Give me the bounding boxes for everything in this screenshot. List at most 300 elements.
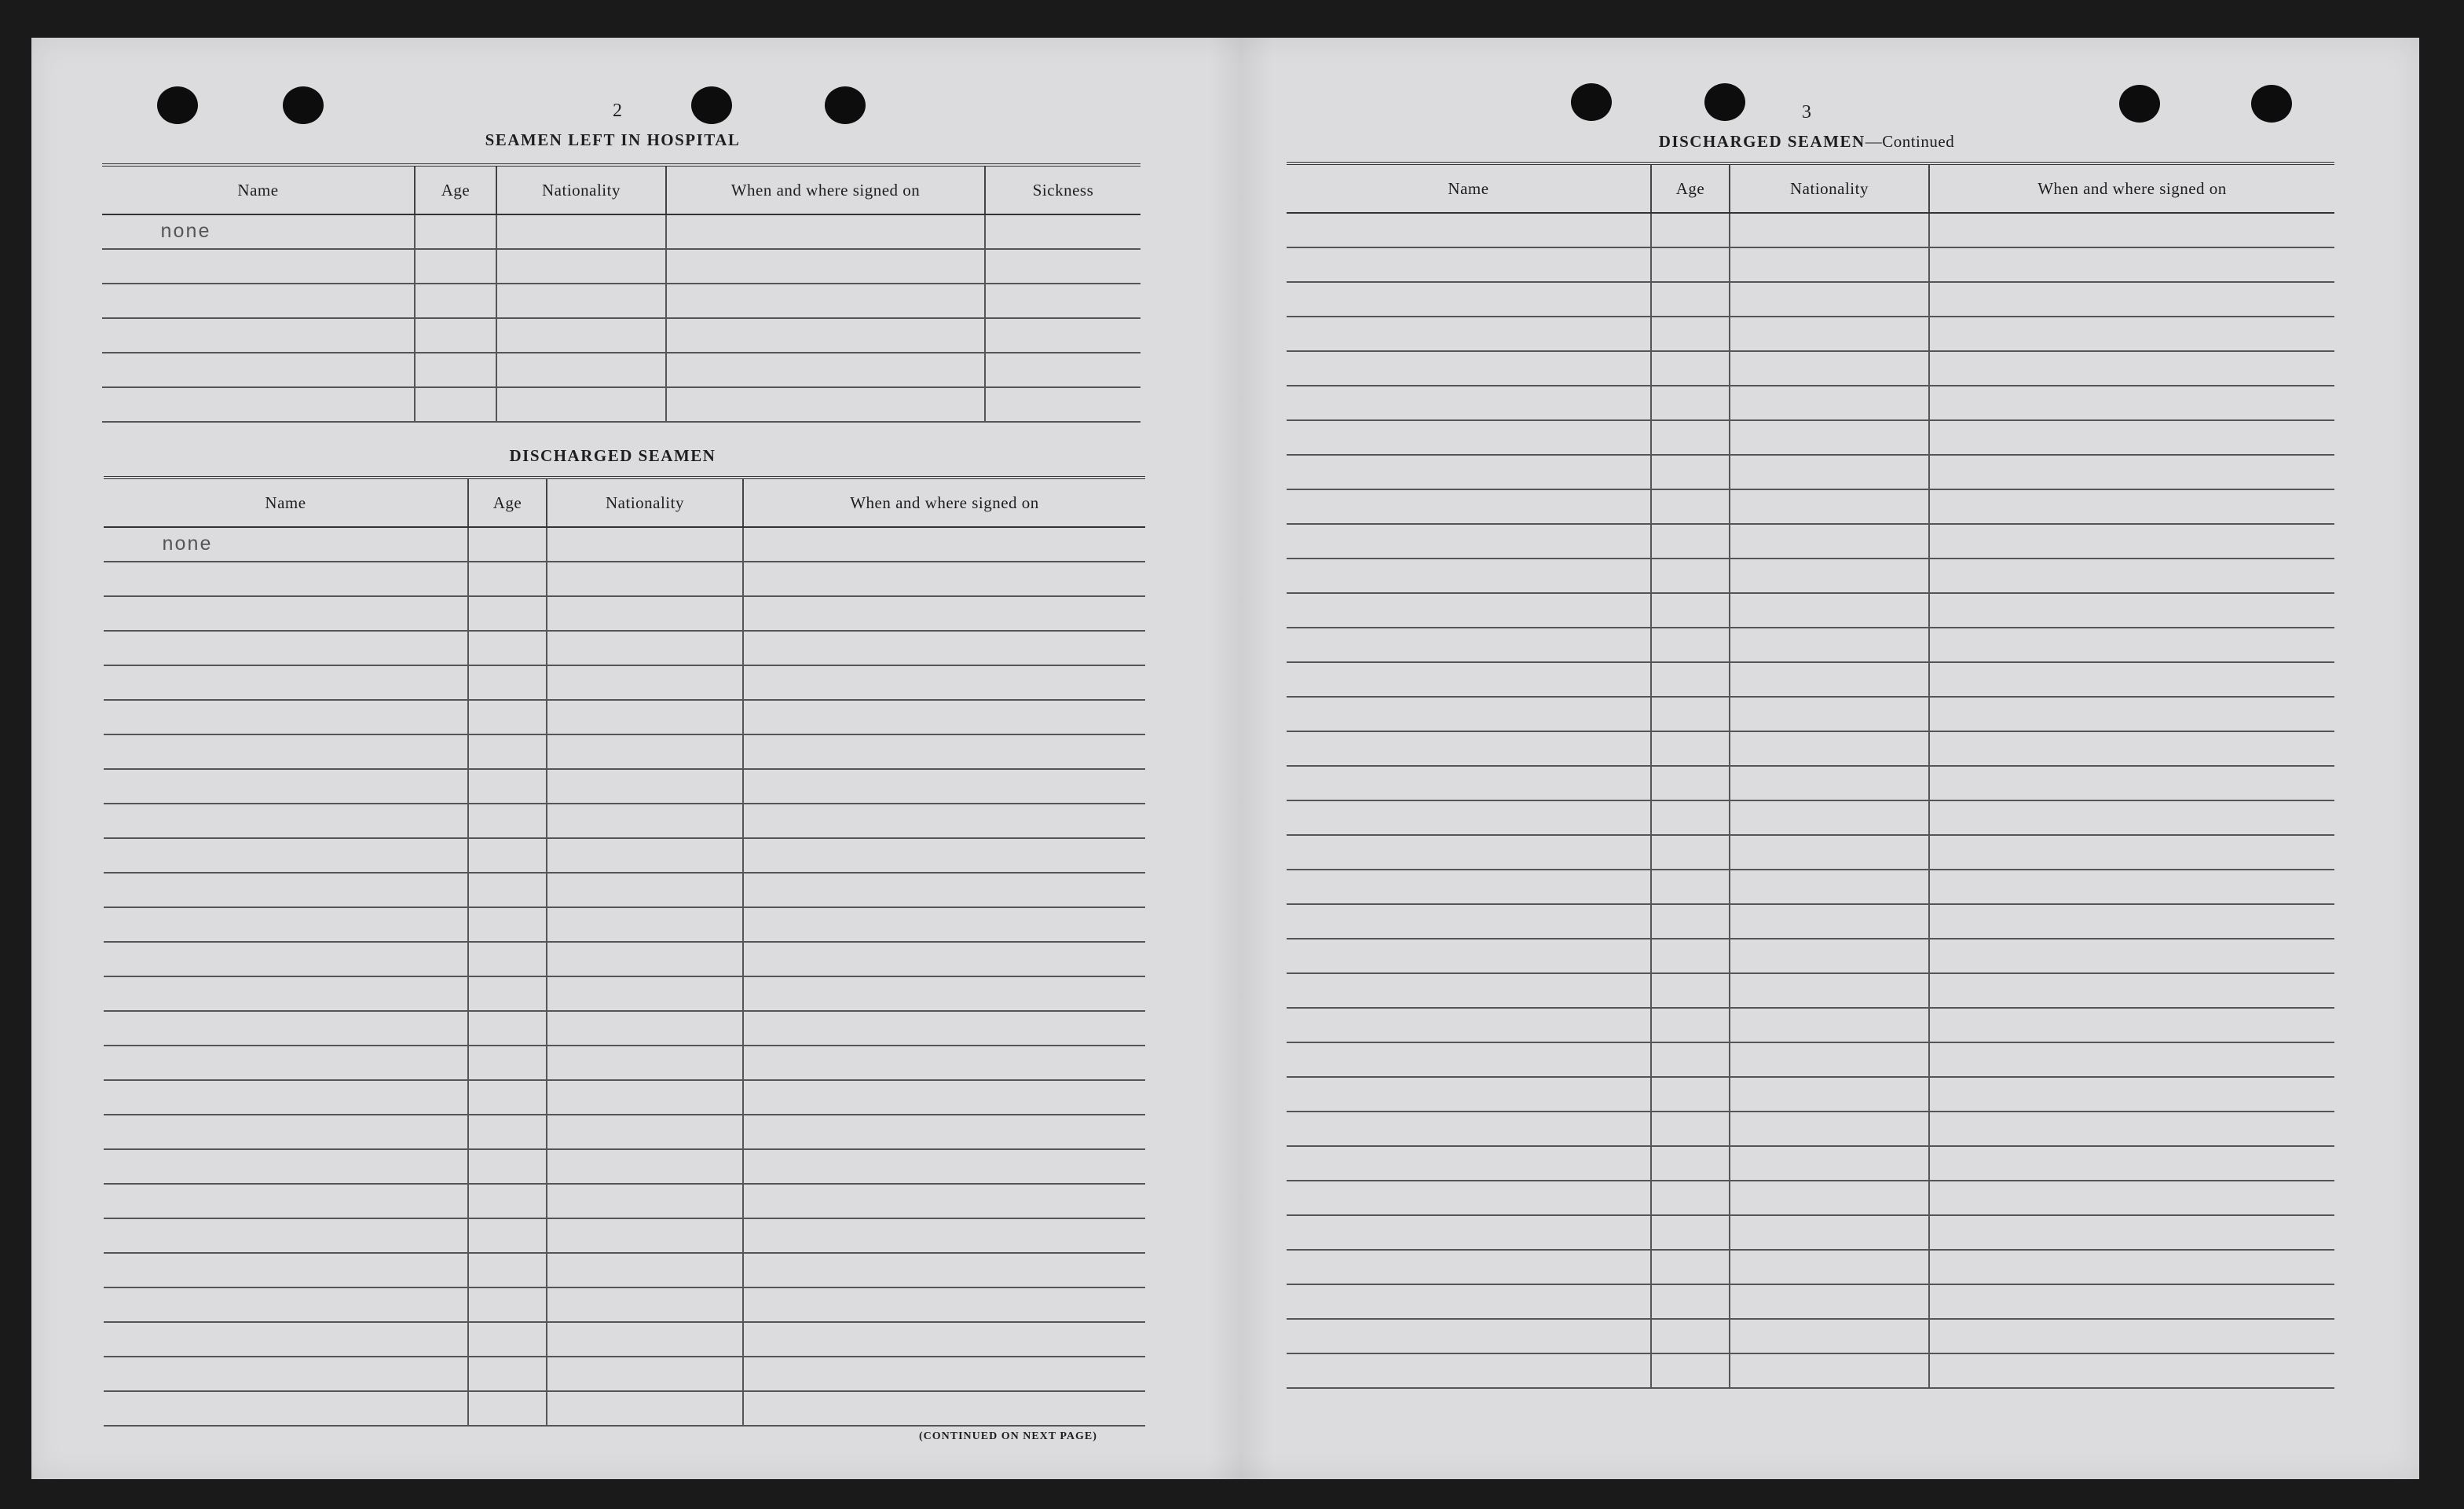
table-cell[interactable] — [666, 284, 985, 318]
table-cell[interactable] — [547, 1011, 743, 1046]
table-cell[interactable] — [985, 318, 1140, 353]
table-cell[interactable] — [743, 665, 1145, 700]
table-cell[interactable] — [104, 942, 468, 976]
table-row — [1287, 731, 2334, 766]
table-cell[interactable] — [743, 1391, 1145, 1426]
table-cell[interactable] — [104, 1046, 468, 1080]
table-cell[interactable] — [1287, 1284, 1651, 1319]
table-cell[interactable] — [468, 907, 547, 942]
table-cell[interactable] — [468, 804, 547, 838]
punch-hole — [2119, 85, 2160, 123]
table-cell[interactable] — [1929, 420, 2334, 455]
table-cell[interactable] — [104, 596, 468, 631]
table-cell[interactable] — [468, 838, 547, 873]
table-cell[interactable] — [547, 1253, 743, 1287]
table-cell[interactable] — [743, 631, 1145, 665]
table-cell[interactable] — [1287, 559, 1651, 593]
table-cell[interactable] — [1287, 904, 1651, 939]
table-cell[interactable] — [1651, 904, 1730, 939]
table-cell[interactable] — [1730, 697, 1929, 731]
table-cell[interactable] — [104, 1287, 468, 1322]
table-row — [1287, 351, 2334, 386]
table-cell[interactable] — [104, 907, 468, 942]
table-cell[interactable] — [1730, 1008, 1929, 1042]
table-cell[interactable] — [547, 1080, 743, 1115]
table-cell[interactable] — [1651, 1215, 1730, 1250]
table-cell[interactable] — [1730, 766, 1929, 800]
table-cell[interactable] — [468, 562, 547, 596]
table-cell[interactable] — [104, 1322, 468, 1357]
table-cell[interactable] — [743, 1184, 1145, 1218]
table-cell[interactable] — [1929, 1008, 2334, 1042]
table-cell[interactable] — [1929, 1250, 2334, 1284]
table-cell[interactable] — [1287, 1215, 1651, 1250]
table-cell[interactable] — [104, 838, 468, 873]
table-cell[interactable] — [547, 665, 743, 700]
table-cell[interactable] — [1929, 766, 2334, 800]
table-cell[interactable] — [1929, 247, 2334, 282]
table-cell[interactable] — [104, 804, 468, 838]
table-cell[interactable] — [1287, 939, 1651, 973]
table-cell[interactable] — [468, 769, 547, 804]
table-cell[interactable] — [1287, 351, 1651, 386]
table-cell[interactable] — [415, 249, 496, 284]
table-cell[interactable] — [1651, 628, 1730, 662]
table-cell[interactable] — [1651, 800, 1730, 835]
table-cell[interactable] — [496, 249, 666, 284]
table-cell[interactable] — [547, 1391, 743, 1426]
table-cell[interactable] — [102, 318, 415, 353]
title-text: DISCHARGED SEAMEN — [1658, 132, 1865, 151]
table-cell[interactable] — [1651, 1319, 1730, 1353]
table-cell[interactable] — [1651, 1284, 1730, 1319]
table-cell[interactable] — [1651, 1077, 1730, 1112]
table-cell[interactable] — [547, 1115, 743, 1149]
table-cell[interactable] — [1287, 593, 1651, 628]
column-header: Sickness — [985, 165, 1140, 214]
table-cell[interactable] — [1287, 1077, 1651, 1112]
table-row — [104, 700, 1145, 734]
table-cell[interactable] — [547, 1149, 743, 1184]
table-cell[interactable] — [547, 700, 743, 734]
table-row — [102, 353, 1140, 387]
table-cell[interactable] — [1651, 351, 1730, 386]
table-cell[interactable] — [1929, 213, 2334, 247]
table-cell[interactable] — [1730, 282, 1929, 317]
table-cell[interactable] — [666, 214, 985, 249]
table-cell[interactable] — [496, 353, 666, 387]
table-cell[interactable] — [1929, 455, 2334, 489]
table-cell[interactable] — [468, 1357, 547, 1391]
table-cell[interactable] — [743, 1322, 1145, 1357]
table-cell[interactable] — [1287, 317, 1651, 351]
table-row — [1287, 1215, 2334, 1250]
table-cell[interactable] — [468, 873, 547, 907]
table-cell[interactable] — [102, 353, 415, 387]
table-cell[interactable] — [743, 907, 1145, 942]
table-cell[interactable] — [547, 1184, 743, 1218]
column-header: Age — [468, 478, 547, 527]
table-cell[interactable] — [1929, 317, 2334, 351]
table-cell[interactable] — [743, 700, 1145, 734]
table-cell[interactable] — [415, 387, 496, 422]
table-cell[interactable] — [743, 1149, 1145, 1184]
table-row — [1287, 524, 2334, 559]
table-cell[interactable] — [1651, 835, 1730, 870]
table-cell[interactable] — [1730, 1215, 1929, 1250]
table-cell[interactable] — [1287, 1112, 1651, 1146]
table-cell[interactable] — [102, 214, 415, 249]
table-cell[interactable] — [743, 873, 1145, 907]
table-cell[interactable] — [1730, 213, 1929, 247]
table-cell[interactable] — [468, 1149, 547, 1184]
table-cell[interactable] — [468, 1115, 547, 1149]
table-cell[interactable] — [468, 734, 547, 769]
table-cell[interactable] — [1287, 455, 1651, 489]
table-cell[interactable] — [1730, 1284, 1929, 1319]
table-cell[interactable] — [1651, 1181, 1730, 1215]
table-cell[interactable] — [468, 1322, 547, 1357]
table-cell[interactable] — [104, 1149, 468, 1184]
table-cell[interactable] — [1287, 489, 1651, 524]
table-cell[interactable] — [743, 1115, 1145, 1149]
table-cell[interactable] — [1730, 593, 1929, 628]
table-cell[interactable] — [666, 249, 985, 284]
table-cell[interactable] — [1287, 1008, 1651, 1042]
table-cell[interactable] — [1287, 800, 1651, 835]
table-cell[interactable] — [104, 527, 468, 562]
table-cell[interactable] — [547, 631, 743, 665]
table-cell[interactable] — [1929, 904, 2334, 939]
table-cell[interactable] — [1730, 835, 1929, 870]
table-cell[interactable] — [1730, 317, 1929, 351]
table-cell[interactable] — [1651, 1250, 1730, 1284]
table-cell[interactable] — [1929, 1284, 2334, 1319]
table-cell[interactable] — [743, 1080, 1145, 1115]
table-cell[interactable] — [1730, 973, 1929, 1008]
page-fold — [1210, 38, 1272, 1479]
table-cell[interactable] — [1730, 386, 1929, 420]
table-cell[interactable] — [1730, 1250, 1929, 1284]
table-row — [1287, 1146, 2334, 1181]
table-cell[interactable] — [1651, 766, 1730, 800]
table-cell[interactable] — [666, 318, 985, 353]
table-cell[interactable] — [104, 873, 468, 907]
table-row — [1287, 593, 2334, 628]
table-cell[interactable] — [1651, 593, 1730, 628]
table-cell[interactable] — [102, 249, 415, 284]
table-cell[interactable] — [1651, 213, 1730, 247]
table-cell[interactable] — [1287, 1250, 1651, 1284]
table-cell[interactable] — [547, 734, 743, 769]
table-cell[interactable] — [547, 942, 743, 976]
table-cell[interactable] — [496, 214, 666, 249]
table-cell[interactable] — [104, 1391, 468, 1426]
table-cell[interactable] — [1730, 1353, 1929, 1388]
table-cell[interactable] — [1929, 628, 2334, 662]
table-cell[interactable] — [1651, 939, 1730, 973]
table-cell[interactable] — [1287, 1353, 1651, 1388]
table-cell[interactable] — [1929, 559, 2334, 593]
punch-hole — [157, 86, 198, 124]
table-cell[interactable] — [1929, 1319, 2334, 1353]
table-cell[interactable] — [1287, 1146, 1651, 1181]
table-cell[interactable] — [1730, 731, 1929, 766]
table-cell[interactable] — [743, 942, 1145, 976]
table-cell[interactable] — [743, 1357, 1145, 1391]
table-cell[interactable] — [547, 907, 743, 942]
table-cell[interactable] — [1929, 800, 2334, 835]
table-cell[interactable] — [1929, 489, 2334, 524]
table-cell[interactable] — [468, 1184, 547, 1218]
table-cell[interactable] — [1287, 697, 1651, 731]
table-cell[interactable] — [1730, 1112, 1929, 1146]
table-row — [1287, 455, 2334, 489]
table-cell[interactable] — [1730, 1042, 1929, 1077]
table-cell[interactable] — [743, 562, 1145, 596]
table-cell[interactable] — [1730, 247, 1929, 282]
table-cell[interactable] — [1287, 628, 1651, 662]
table-row — [1287, 628, 2334, 662]
table-cell[interactable] — [1929, 1146, 2334, 1181]
table-cell[interactable] — [547, 838, 743, 873]
punch-hole — [1704, 83, 1745, 121]
table-cell[interactable] — [102, 284, 415, 318]
table-cell[interactable] — [1730, 1181, 1929, 1215]
table-cell[interactable] — [1730, 420, 1929, 455]
table-cell[interactable] — [1651, 1146, 1730, 1181]
table-cell[interactable] — [415, 214, 496, 249]
table-cell[interactable] — [1730, 662, 1929, 697]
table-cell[interactable] — [1651, 559, 1730, 593]
table-cell[interactable] — [547, 1322, 743, 1357]
table-cell[interactable] — [104, 631, 468, 665]
table-row — [1287, 973, 2334, 1008]
table-cell[interactable] — [1651, 386, 1730, 420]
table-cell[interactable] — [1929, 731, 2334, 766]
table-cell[interactable] — [743, 596, 1145, 631]
table-cell[interactable] — [104, 734, 468, 769]
table-cell[interactable] — [743, 527, 1145, 562]
table-cell[interactable] — [1730, 939, 1929, 973]
table-cell[interactable] — [547, 976, 743, 1011]
table-cell[interactable] — [1287, 524, 1651, 559]
table-cell[interactable] — [496, 318, 666, 353]
table-cell[interactable] — [743, 769, 1145, 804]
table-cell[interactable] — [1651, 489, 1730, 524]
table-cell[interactable] — [1929, 835, 2334, 870]
table-cell[interactable] — [1730, 1146, 1929, 1181]
table-cell[interactable] — [1287, 282, 1651, 317]
table-cell[interactable] — [104, 1253, 468, 1287]
table-cell[interactable] — [1287, 1181, 1651, 1215]
table-cell[interactable] — [1651, 870, 1730, 904]
table-cell[interactable] — [1730, 628, 1929, 662]
table-cell[interactable] — [1730, 1319, 1929, 1353]
table-cell[interactable] — [743, 1218, 1145, 1253]
table-cell[interactable] — [743, 1287, 1145, 1322]
table-cell[interactable] — [1929, 1042, 2334, 1077]
table-cell[interactable] — [743, 1011, 1145, 1046]
table-cell[interactable] — [1287, 662, 1651, 697]
table-row — [104, 1080, 1145, 1115]
table-cell[interactable] — [415, 353, 496, 387]
table-cell[interactable] — [468, 1046, 547, 1080]
table-cell[interactable] — [1730, 351, 1929, 386]
table-cell[interactable] — [496, 387, 666, 422]
table-cell[interactable] — [468, 631, 547, 665]
table-cell[interactable] — [666, 353, 985, 387]
table-cell[interactable] — [985, 249, 1140, 284]
table-cell[interactable] — [104, 700, 468, 734]
table-cell[interactable] — [1929, 351, 2334, 386]
table-cell[interactable] — [104, 665, 468, 700]
table-cell[interactable] — [547, 1046, 743, 1080]
typed-entry: none — [160, 220, 211, 244]
table-cell[interactable] — [1929, 1077, 2334, 1112]
table-cell[interactable] — [1730, 559, 1929, 593]
table-cell[interactable] — [547, 596, 743, 631]
table-cell[interactable] — [1651, 1042, 1730, 1077]
table-row — [104, 838, 1145, 873]
column-header: Nationality — [547, 478, 743, 527]
table-cell[interactable] — [496, 284, 666, 318]
table-cell[interactable] — [468, 1391, 547, 1426]
table-cell[interactable] — [104, 562, 468, 596]
table-cell[interactable] — [468, 700, 547, 734]
table-cell[interactable] — [104, 1011, 468, 1046]
table-cell[interactable] — [1287, 1042, 1651, 1077]
table-cell[interactable] — [1287, 1319, 1651, 1353]
table-cell[interactable] — [1730, 1077, 1929, 1112]
table-row — [104, 734, 1145, 769]
table-cell[interactable] — [102, 387, 415, 422]
table-cell[interactable] — [1651, 1008, 1730, 1042]
table-cell[interactable] — [1287, 731, 1651, 766]
table-cell[interactable] — [104, 1115, 468, 1149]
table-cell[interactable] — [1651, 317, 1730, 351]
table-cell[interactable] — [1651, 524, 1730, 559]
table-cell[interactable] — [1929, 870, 2334, 904]
table-cell[interactable] — [1287, 766, 1651, 800]
table-cell[interactable] — [104, 1357, 468, 1391]
table-cell[interactable] — [1287, 870, 1651, 904]
table-cell[interactable] — [1651, 973, 1730, 1008]
table-cell[interactable] — [468, 1011, 547, 1046]
table-cell[interactable] — [468, 527, 547, 562]
column-header: When and where signed on — [1929, 163, 2334, 213]
table-cell[interactable] — [743, 1046, 1145, 1080]
table-cell[interactable] — [468, 665, 547, 700]
table-cell[interactable] — [1929, 1112, 2334, 1146]
table-cell[interactable] — [415, 318, 496, 353]
table-cell[interactable] — [985, 214, 1140, 249]
table-cell[interactable] — [1287, 386, 1651, 420]
table-cell[interactable] — [547, 527, 743, 562]
table-cell[interactable] — [985, 387, 1140, 422]
table-cell[interactable] — [1929, 1353, 2334, 1388]
title-suffix: —Continued — [1865, 132, 1955, 151]
table-cell[interactable] — [743, 804, 1145, 838]
table-cell[interactable] — [1651, 697, 1730, 731]
table-cell[interactable] — [547, 769, 743, 804]
table-cell[interactable] — [1929, 1215, 2334, 1250]
table-cell[interactable] — [104, 1080, 468, 1115]
table-cell[interactable] — [1730, 489, 1929, 524]
table-cell[interactable] — [1651, 1353, 1730, 1388]
table-cell[interactable] — [1651, 247, 1730, 282]
table-cell[interactable] — [1929, 697, 2334, 731]
table-cell[interactable] — [104, 976, 468, 1011]
table-cell[interactable] — [468, 1287, 547, 1322]
table-cell[interactable] — [1287, 247, 1651, 282]
table-cell[interactable] — [1929, 593, 2334, 628]
table-row — [1287, 247, 2334, 282]
table-cell[interactable] — [468, 976, 547, 1011]
table-cell[interactable] — [468, 1080, 547, 1115]
table-cell[interactable] — [1929, 973, 2334, 1008]
table-cell[interactable] — [547, 1218, 743, 1253]
table-cell[interactable] — [985, 353, 1140, 387]
table-cell[interactable] — [104, 1218, 468, 1253]
table-cell[interactable] — [1287, 835, 1651, 870]
table-cell[interactable] — [1287, 213, 1651, 247]
table-cell[interactable] — [547, 804, 743, 838]
table-cell[interactable] — [743, 1253, 1145, 1287]
table-cell[interactable] — [1929, 282, 2334, 317]
table-cell[interactable] — [1730, 870, 1929, 904]
table-cell[interactable] — [468, 942, 547, 976]
table-cell[interactable] — [1730, 455, 1929, 489]
table-cell[interactable] — [1287, 420, 1651, 455]
table-cell[interactable] — [547, 562, 743, 596]
table-cell[interactable] — [547, 1287, 743, 1322]
table-cell[interactable] — [1929, 386, 2334, 420]
table-cell[interactable] — [1730, 800, 1929, 835]
table-cell[interactable] — [468, 1253, 547, 1287]
table-cell[interactable] — [743, 734, 1145, 769]
table-cell[interactable] — [1929, 662, 2334, 697]
table-cell[interactable] — [1287, 973, 1651, 1008]
table-cell[interactable] — [468, 1218, 547, 1253]
table-cell[interactable] — [547, 873, 743, 907]
table-cell[interactable] — [743, 976, 1145, 1011]
table-row — [1287, 662, 2334, 697]
table-cell[interactable] — [666, 387, 985, 422]
table-cell[interactable] — [1730, 524, 1929, 559]
table-cell[interactable] — [1929, 524, 2334, 559]
table-cell[interactable] — [1651, 420, 1730, 455]
table-cell[interactable] — [743, 838, 1145, 873]
table-cell[interactable] — [985, 284, 1140, 318]
table-cell[interactable] — [1929, 1181, 2334, 1215]
table-row — [1287, 1181, 2334, 1215]
table-cell[interactable] — [547, 1357, 743, 1391]
table-cell[interactable] — [104, 1184, 468, 1218]
table-cell[interactable] — [104, 769, 468, 804]
table-cell[interactable] — [415, 284, 496, 318]
table-cell[interactable] — [1929, 939, 2334, 973]
table-cell[interactable] — [1651, 282, 1730, 317]
table-row — [1287, 1250, 2334, 1284]
table-cell[interactable] — [1651, 731, 1730, 766]
table-cell[interactable] — [1651, 1112, 1730, 1146]
table-row — [1287, 386, 2334, 420]
table-cell[interactable] — [1651, 455, 1730, 489]
table-cell[interactable] — [1651, 662, 1730, 697]
table-cell[interactable] — [468, 596, 547, 631]
table-cell[interactable] — [1730, 904, 1929, 939]
